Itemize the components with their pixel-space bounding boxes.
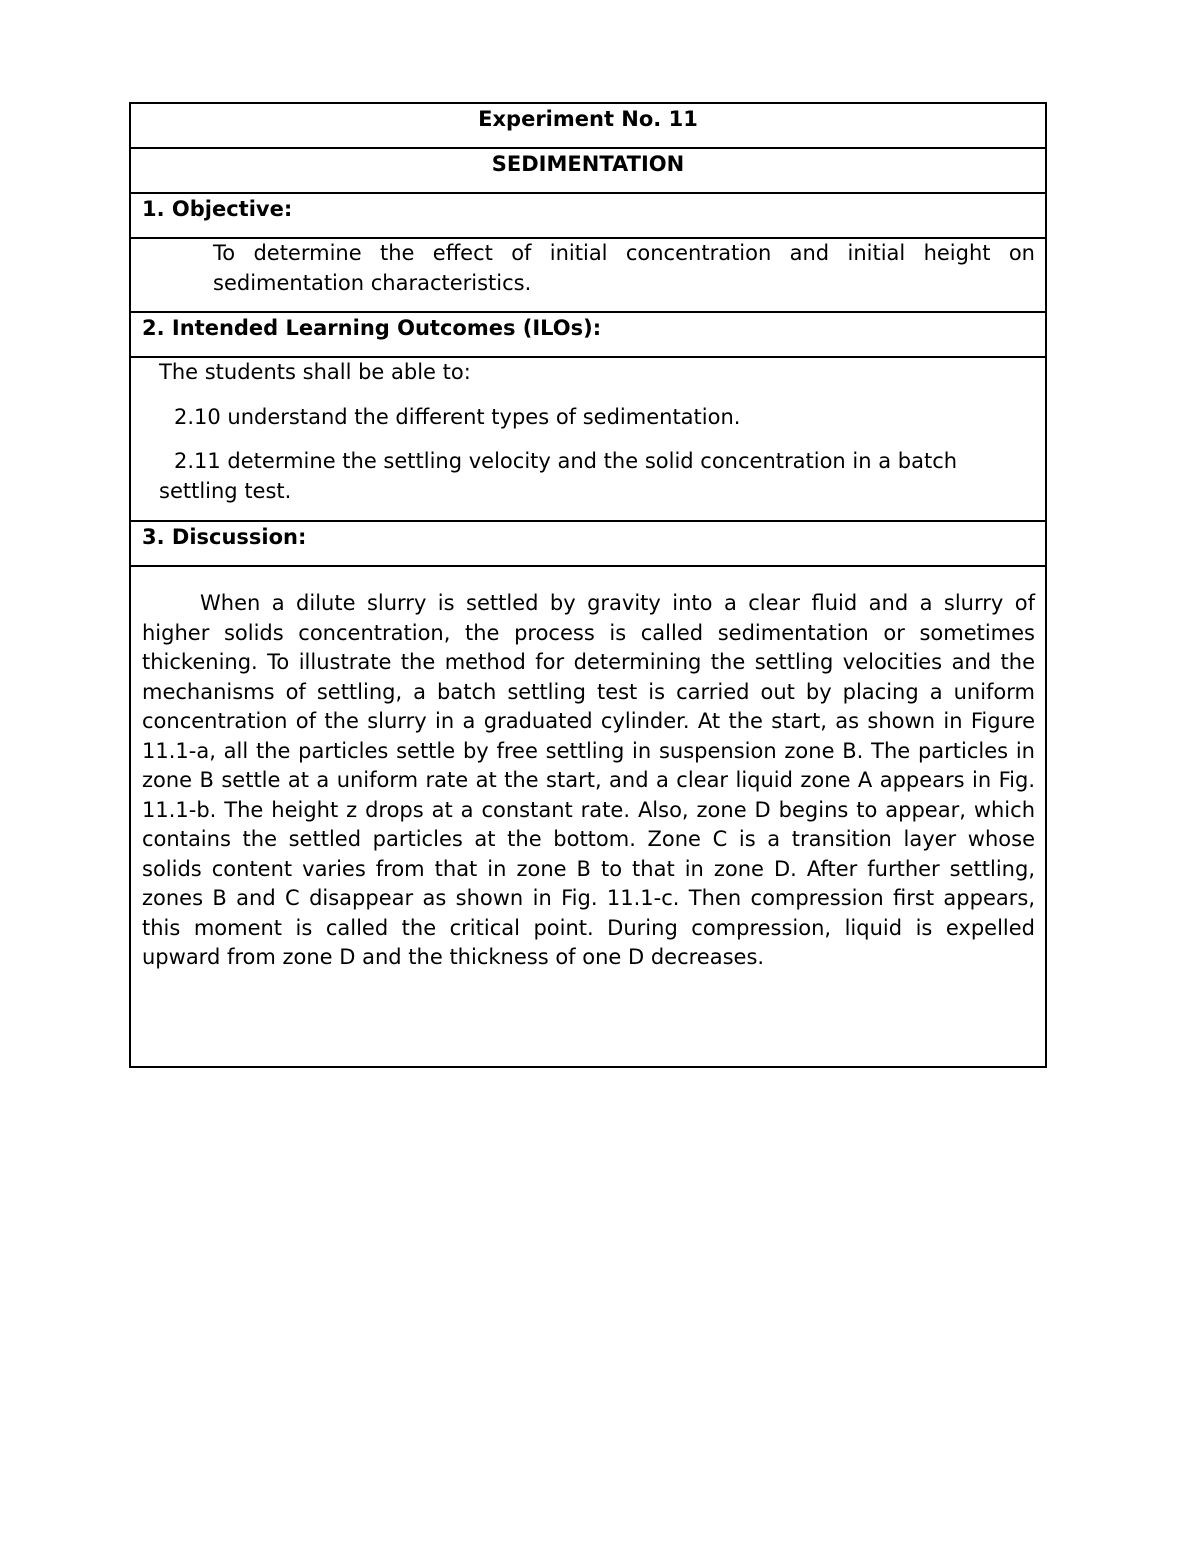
topic-title: SEDIMENTATION [130,148,1046,193]
objective-text-row [130,238,1046,312]
objective-heading: 1. Objective: [130,193,1046,238]
ilo-item: 2.11 determine the settling velocity and the solid concentration in a batch settling test. [159,449,958,503]
ilo-item: 2.10 understand the different types of sedimentation. [174,404,741,429]
topic-row [130,148,1046,193]
ilos-content-row [130,357,1046,521]
experiment-title: Experiment No. 11 [130,103,1046,148]
ilos-heading-row [130,312,1046,357]
ilos-heading: 2. Intended Learning Outcomes (ILOs): [130,312,1046,357]
ilos-content [130,357,1046,521]
experiment-sheet-table [129,102,1047,1068]
discussion-paragraph: When a dilute slurry is settled by gravity into a clear fluid and a slurry of higher solids concentration, the process is called sedimentation or sometimes thickening. To illustrate the method for determining the settling velocities and the mechanisms of settling, a batch settling test is carried out by placing a uniform concentration of the slurry in a graduated cylinder. At the start, as shown in Figure 11.1-a, all the particles settle by free settling in suspension zone B. The particles in zone B settle at a uniform rate at the start, and a clear liquid zone A appears in Fig. 11.1-b. The height z drops at a constant rate. Also, zone D begins to appear, which contains the settled particles at the bottom. Zone C is a transition layer whose solids content varies from that in zone B to that in zone D. After further settling, zones B and C disappear as shown in Fig. 11.1-c. Then compression first appears, this moment is called the critical point. During compression, liquid is expelled upward from zone D and the thickness of one D decreases. [142,591,1035,969]
objective-text: To determine the effect of initial concentration and initial height on sedimentation characteristics. [130,238,1046,312]
title-row [130,103,1046,148]
ilos-intro: The students shall be able to: [159,360,471,384]
discussion-text-row [130,566,1046,1067]
discussion-heading: 3. Discussion: [130,521,1046,566]
objective-heading-row [130,193,1046,238]
discussion-heading-row [130,521,1046,566]
discussion-cell [130,566,1046,1067]
